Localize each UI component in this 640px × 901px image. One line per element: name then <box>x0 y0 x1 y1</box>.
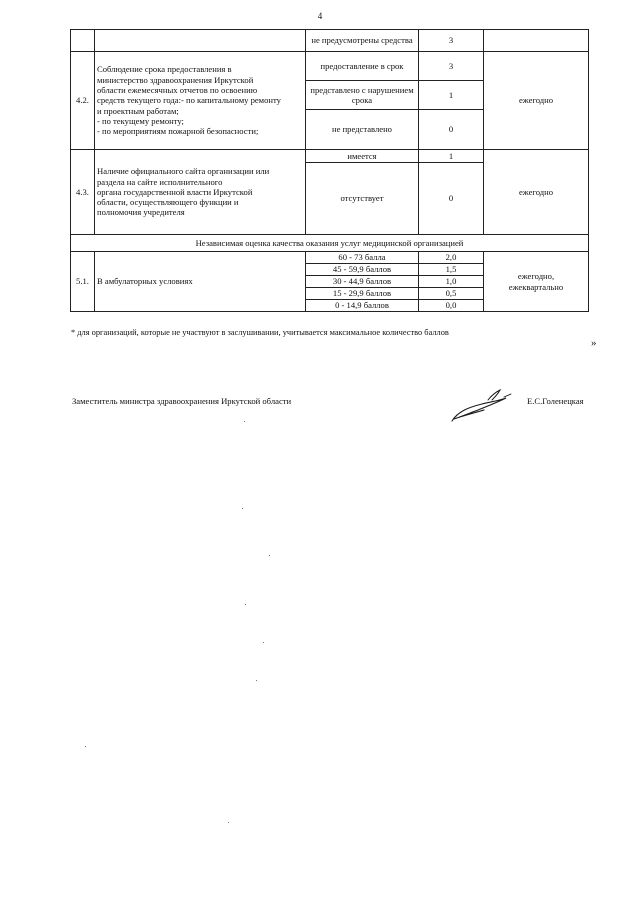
scan-speck <box>85 746 86 747</box>
closing-quote: » <box>591 337 597 349</box>
points-cell: 0,0 <box>419 300 484 312</box>
criterion-line: Соблюдение срока предоставления в <box>97 64 232 75</box>
scan-speck <box>245 604 246 605</box>
option-cell: не предусмотрены средства <box>306 30 419 52</box>
option-cell: 60 - 73 балла <box>306 252 419 264</box>
option-cell: 45 - 59,9 баллов <box>306 264 419 276</box>
criterion-line: раздела на сайте исполнительного <box>97 176 223 187</box>
points-cell: 1 <box>419 150 484 163</box>
criterion-line: - по текущему ремонту; <box>97 115 184 126</box>
row-number-cell: 4.3. <box>71 150 95 235</box>
option-cell: 0 - 14,9 баллов <box>306 300 419 312</box>
scan-speck <box>244 421 245 422</box>
footnote: * для организаций, которые не участвуют в заслушивании, учитывается максимальное количество баллов <box>71 328 449 337</box>
period-line: ежеквартально <box>508 281 564 292</box>
row-number-cell: 4.2. <box>71 52 95 150</box>
row-number-cell <box>71 30 95 52</box>
option-cell: представлено с нарушением срока <box>306 81 419 110</box>
section-title: Независимая оценка качества оказания услуг медицинской организацией <box>71 235 589 252</box>
row-number-cell: 5.1. <box>71 252 95 312</box>
criterion-line: области ежемесячных отчетов по освоению <box>97 85 258 96</box>
criterion-cell <box>95 52 306 150</box>
criterion-cell <box>95 150 306 235</box>
signatory-role: Заместитель министра здравоохранения Иркутской области <box>72 396 292 406</box>
scan-speck <box>242 508 243 509</box>
period-line: ежегодно, <box>517 271 555 282</box>
points-cell: 0 <box>419 110 484 150</box>
table-row <box>71 150 589 163</box>
scan-speck <box>263 642 264 643</box>
scan-speck <box>269 555 270 556</box>
points-cell: 0 <box>419 163 484 235</box>
points-cell: 1 <box>419 81 484 110</box>
points-cell: 1,0 <box>419 276 484 288</box>
signatory-name: Е.С.Голенецкая <box>527 396 584 406</box>
points-cell: 3 <box>419 52 484 81</box>
points-cell: 0,5 <box>419 288 484 300</box>
criterion-line: министерство здравоохранения Иркутской <box>97 74 254 85</box>
table-row <box>71 30 589 52</box>
criterion-cell <box>95 30 306 52</box>
criterion-line: органа государственной власти Иркутской <box>97 186 253 197</box>
option-cell: отсутствует <box>306 163 419 235</box>
table-row <box>71 235 589 252</box>
period-cell <box>484 252 589 312</box>
criteria-table <box>70 29 589 312</box>
points-cell: 2,0 <box>419 252 484 264</box>
table-row <box>71 252 589 264</box>
option-cell: не представлено <box>306 110 419 150</box>
points-cell: 1,5 <box>419 264 484 276</box>
handwritten-signature <box>448 385 518 429</box>
scan-speck <box>256 680 257 681</box>
period-cell: ежегодно <box>484 150 589 235</box>
scan-speck <box>228 822 229 823</box>
points-cell: 3 <box>419 30 484 52</box>
option-cell: 30 - 44,9 баллов <box>306 276 419 288</box>
table-row <box>71 52 589 81</box>
option-cell: имеется <box>306 150 419 163</box>
criterion-line: - по мероприятиям пожарной безопасности; <box>97 126 259 137</box>
option-cell: 15 - 29,9 баллов <box>306 288 419 300</box>
period-cell <box>484 30 589 52</box>
criterion-line: области, осуществляющего функции и <box>97 197 239 208</box>
criterion-line: и проектным работам; <box>97 105 179 116</box>
criterion-line: средств текущего года:- по капитальному ремонту <box>97 95 281 106</box>
criterion-line: Наличие официального сайта организации или <box>97 166 270 177</box>
option-cell: предоставление в срок <box>306 52 419 81</box>
criterion-cell: В амбулаторных условиях <box>95 252 306 312</box>
page-number: 4 <box>317 11 323 21</box>
period-cell: ежегодно <box>484 52 589 150</box>
criterion-line: полномочия учредителя <box>97 207 185 218</box>
